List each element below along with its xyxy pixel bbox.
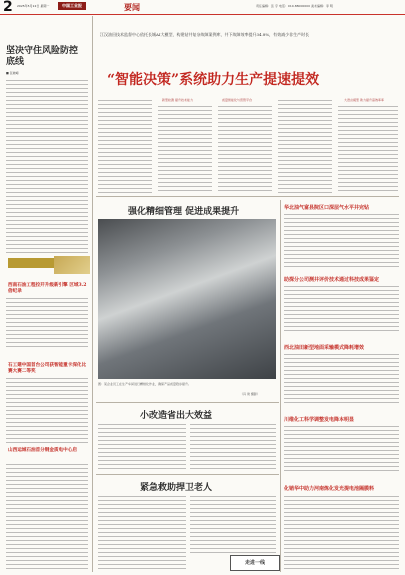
lead-body-col3: [218, 106, 272, 194]
lead-body-col2: [158, 106, 212, 194]
left-article3-title: 石工建中国首台公司获智能重卡深化比赛大赛二等奖: [8, 363, 87, 374]
middle-feature3-body-b: [190, 496, 276, 556]
left-article1-title: 坚决守住风险防控底线: [6, 46, 79, 67]
lead-bottom-rule: [96, 196, 399, 197]
page-header: [0, 0, 405, 15]
middle-feature-photo: [98, 219, 276, 379]
left-article4-title: 山西运城石油首分钢金质电中心启: [8, 448, 77, 453]
middle-feature1-title: 强化精细管理 促进成果提升: [128, 207, 240, 217]
staff-info: 责任编辑：张 宇 电话：010-88000000 美术编辑：李 明: [256, 4, 333, 8]
right-article1-body: [284, 214, 399, 268]
right-article3-title: 西北油田新型地面采输模式降耗增效: [284, 345, 365, 351]
middle-rule-1: [96, 402, 279, 403]
lead-body-col5: [338, 106, 398, 194]
right-article1-title: 华北油气富县院区口深层气水平井完钻: [284, 205, 370, 211]
lead-intro: 江汉油田技术监督中心依托长城AI大模型，构建钻井复杂故障案例库，井下故障效率提升34.8%，有效减少非生产时长: [100, 32, 310, 37]
middle-feature3-title: 紧急救助捍卫老人: [140, 483, 213, 493]
left-article2-title: 西南石油工程拉开升级新引擎 区域3.2倍纪录: [8, 283, 87, 294]
left-article1-author: ■ 张晓峰: [6, 71, 19, 75]
lead-body-col4: [278, 100, 332, 194]
right-article3-body: [284, 354, 399, 406]
middle-feature3-body-a: [98, 496, 186, 570]
lead-subhead-3: 大语言模型 助力提升高效率率: [344, 98, 384, 102]
lead-title: “智能决策”系统助力生产提速提效: [107, 72, 320, 88]
left-article3-body: [6, 378, 88, 444]
middle-feature2-title: 小改造省出大效益: [140, 411, 213, 421]
lead-subhead-2: 质量智能化与营管平台: [222, 98, 253, 102]
lead-subhead-1: 新型检测 提升技术能力: [162, 98, 193, 102]
right-article2-title: 助探分公司测井评价技术通过科技成果鉴定: [284, 277, 380, 283]
page-number: 2: [3, 0, 13, 15]
left-article2-body: [6, 298, 88, 350]
left-article4-body: [6, 464, 88, 570]
lead-body-col1: [98, 100, 152, 194]
bottom-box: 走进一线: [230, 555, 280, 571]
middle-rule-2: [96, 474, 279, 475]
right-article5-title: 化销华中助力河南炼化发光提电池隔膜料: [284, 486, 375, 492]
left-banner-graphic: [54, 256, 90, 274]
right-column-divider: [280, 200, 281, 572]
middle-feature2-body-a: [98, 424, 186, 470]
left-column-banner: [8, 258, 58, 268]
section-name: 要闻: [124, 2, 140, 12]
issue-date: 2025年5月12日 星期一: [17, 4, 50, 8]
left-article1-body: [6, 80, 88, 256]
photo-credit: （冯 建 摄影）: [240, 392, 260, 396]
right-article2-body: [284, 286, 399, 332]
photo-caption: 图：某企业员工在生产车间进行精细化作业，确保产品质量稳步提升。: [98, 382, 192, 386]
right-article4-title: 川维化工科学调整发电降本明显: [284, 417, 355, 423]
right-article5-body: [284, 496, 399, 570]
masthead-brand: 中国工业报: [58, 2, 86, 10]
left-column-divider: [92, 16, 93, 572]
right-article4-body: [284, 426, 399, 474]
middle-feature2-body-b: [190, 424, 276, 470]
